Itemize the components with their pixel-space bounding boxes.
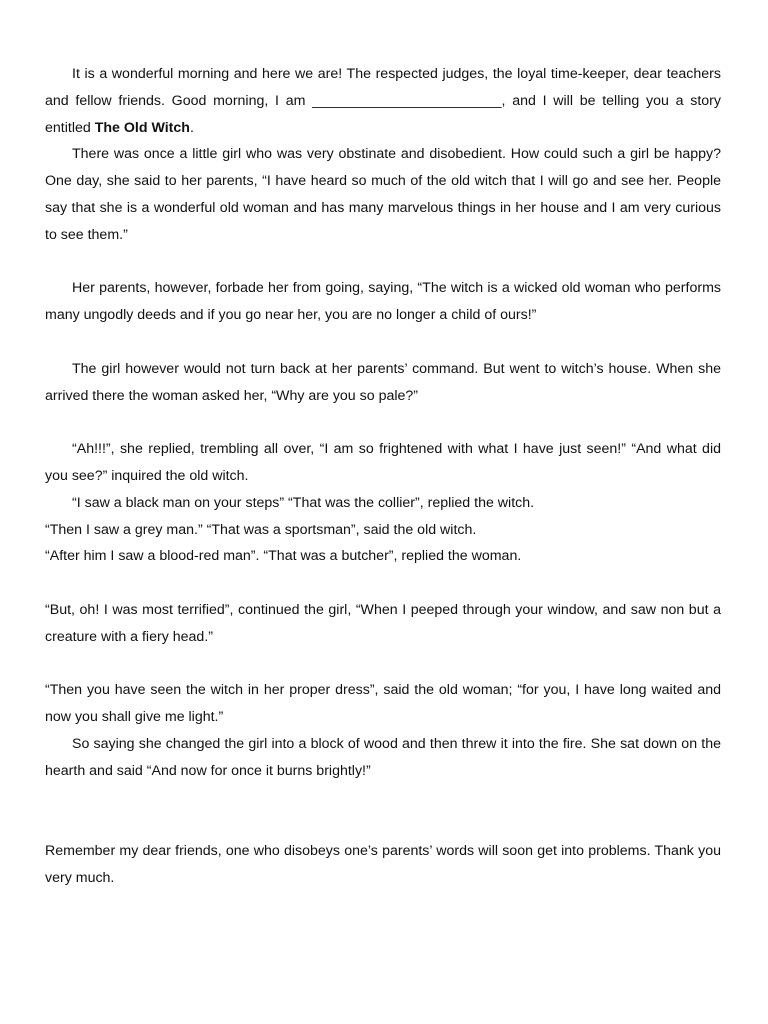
story-paragraph-10: So saying she changed the girl into a block of wood and then threw it into the fire. She sat down on the hearth and said “And now for once it burns brightly!” bbox=[45, 735, 721, 779]
story-paragraph-7: “After him I saw a blood-red man”. “That was a butcher”, replied the woman. bbox=[45, 548, 522, 565]
story-paragraph-2: Her parents, however, forbade her from going, saying, “The witch is a wicked old woman who performs many ungodly deeds and if you go near her, you are no longer a child of ours!” bbox=[45, 280, 721, 324]
story-paragraph-8: “But, oh! I was most terrified”, continued the girl, “When I peeped through your window, and saw non but a creature with a fiery head.” bbox=[45, 601, 721, 645]
opening-paragraph bbox=[45, 61, 721, 141]
story-paragraph-1: There was once a little girl who was very obstinate and disobedient. How could such a girl be happy? One day, she said to her parents, “I have heard so much of the old witch that I will go and see her. People say that she is a wonderful old woman and has many marvelous things in her house and I am very curious to see them.” bbox=[45, 146, 721, 243]
story-paragraph-5: “I saw a black man on your steps” “That was the collier”, replied the witch. bbox=[72, 494, 535, 511]
story-paragraph-4: “Ah!!!”, she replied, trembling all over, “I am so frightened with what I have just seen!” “And what did you see?” inquired the old witch. bbox=[45, 441, 721, 484]
story-paragraph-9: “Then you have seen the witch in her proper dress”, said the old woman; “for you, I have long waited and now you shall give me light.” bbox=[45, 682, 721, 726]
story-paragraph-3: The girl however would not turn back at her parents’ command. But went to witch’s house. When she arrived there the woman asked her, “Why are you so pale?” bbox=[45, 360, 721, 404]
story-title: The Old Witch bbox=[94, 119, 190, 136]
closing-paragraph: Remember my dear friends, one who disobeys one’s parents’ words will soon get into problems. Thank you very much. bbox=[45, 843, 721, 886]
story-paragraph-6: “Then I saw a grey man.” “That was a sportsman”, said the old witch. bbox=[45, 521, 477, 538]
document-page bbox=[45, 61, 721, 892]
opening-end: . bbox=[189, 119, 194, 136]
opening-text: It is a wonderful morning and here we are! The respected judges, the loyal time-keeper, dear teachers and fellow friends. Good morning, I am ________________________, and I will be telling you a story entitled bbox=[45, 66, 721, 136]
